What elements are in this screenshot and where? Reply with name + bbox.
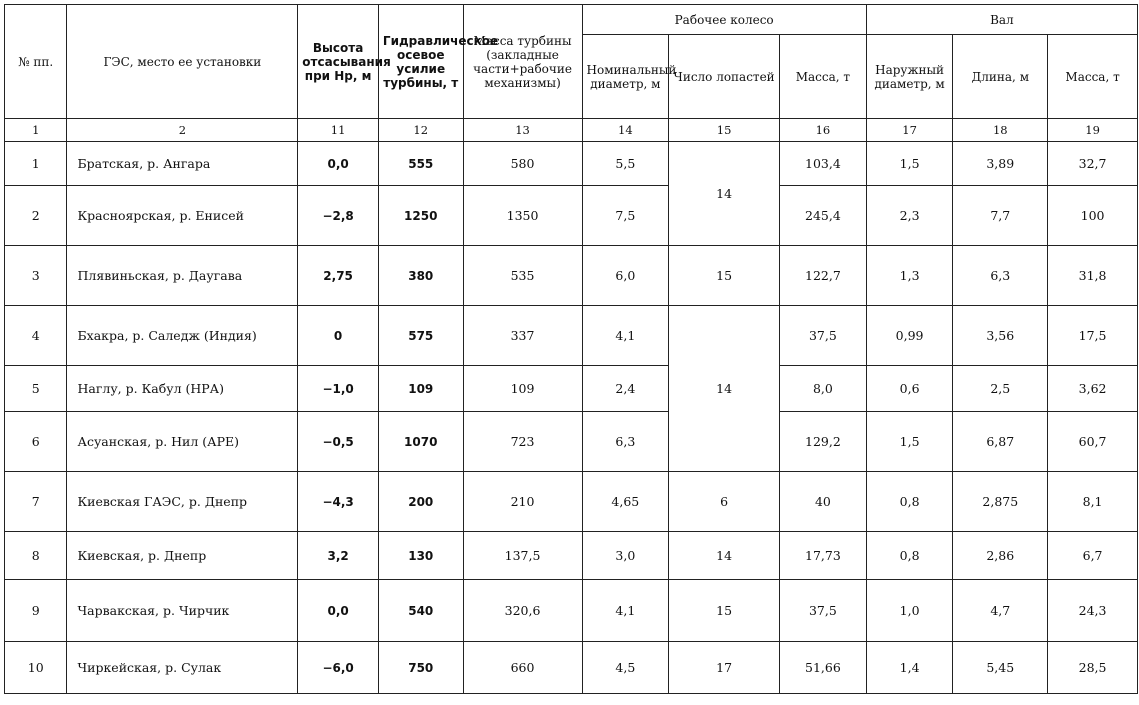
row-shaft-mass: 100 — [1048, 186, 1138, 246]
row-diameter: 3,0 — [582, 532, 669, 580]
row-blades: 14 — [669, 142, 780, 246]
row-wheel-mass: 103,4 — [780, 142, 867, 186]
colnum: 19 — [1048, 119, 1138, 142]
row-shaft-length: 3,89 — [953, 142, 1048, 186]
row-shaft-length: 7,7 — [953, 186, 1048, 246]
header-shaft-group: Вал — [866, 5, 1137, 35]
row-diameter: 2,4 — [582, 366, 669, 412]
row-force: 1070 — [378, 412, 463, 472]
row-shaft-mass: 17,5 — [1048, 306, 1138, 366]
row-force: 380 — [378, 246, 463, 306]
row-diameter: 4,1 — [582, 306, 669, 366]
header-shaft-length: Длина, м — [953, 35, 1048, 119]
row-num: 7 — [5, 472, 67, 532]
row-num: 10 — [5, 642, 67, 694]
row-shaft-diameter: 1,4 — [866, 642, 953, 694]
row-shaft-diameter: 0,99 — [866, 306, 953, 366]
row-num: 3 — [5, 246, 67, 306]
row-force: 575 — [378, 306, 463, 366]
row-num: 5 — [5, 366, 67, 412]
header-turbine-mass: Масса турбины (закладные части+рабочие механизмы) — [463, 5, 582, 119]
colnum: 2 — [67, 119, 298, 142]
row-diameter: 6,0 — [582, 246, 669, 306]
row-shaft-diameter: 0,8 — [866, 472, 953, 532]
row-num: 8 — [5, 532, 67, 580]
row-blades: 6 — [669, 472, 780, 532]
row-blades: 17 — [669, 642, 780, 694]
header-num: № пп. — [5, 5, 67, 119]
row-shaft-length: 2,5 — [953, 366, 1048, 412]
row-wheel-mass: 245,4 — [780, 186, 867, 246]
row-wheel-mass: 17,73 — [780, 532, 867, 580]
row-shaft-diameter: 1,5 — [866, 142, 953, 186]
row-force: 750 — [378, 642, 463, 694]
row-h: −4,3 — [298, 472, 379, 532]
row-shaft-diameter: 0,8 — [866, 532, 953, 580]
row-wheel-mass: 37,5 — [780, 580, 867, 642]
row-mass: 320,6 — [463, 580, 582, 642]
row-mass: 580 — [463, 142, 582, 186]
row-diameter: 4,65 — [582, 472, 669, 532]
row-shaft-diameter: 2,3 — [866, 186, 953, 246]
table-row — [5, 306, 1138, 366]
row-num: 4 — [5, 306, 67, 366]
colnum: 14 — [582, 119, 669, 142]
table-row — [5, 472, 1138, 532]
row-force: 1250 — [378, 186, 463, 246]
row-diameter: 4,1 — [582, 580, 669, 642]
row-name: Чиркейская, р. Сулак — [67, 642, 298, 694]
row-name: Чарвакская, р. Чирчик — [67, 580, 298, 642]
row-h: −1,0 — [298, 366, 379, 412]
row-mass: 337 — [463, 306, 582, 366]
row-mass: 210 — [463, 472, 582, 532]
row-name: Асуанская, р. Нил (АРЕ) — [67, 412, 298, 472]
table-row — [5, 186, 1138, 246]
colnum: 17 — [866, 119, 953, 142]
row-shaft-mass: 6,7 — [1048, 532, 1138, 580]
row-num: 6 — [5, 412, 67, 472]
table-row — [5, 412, 1138, 472]
colnum: 18 — [953, 119, 1048, 142]
row-shaft-mass: 24,3 — [1048, 580, 1138, 642]
row-mass: 109 — [463, 366, 582, 412]
row-wheel-mass: 40 — [780, 472, 867, 532]
row-shaft-mass: 8,1 — [1048, 472, 1138, 532]
row-shaft-length: 4,7 — [953, 580, 1048, 642]
row-mass: 1350 — [463, 186, 582, 246]
row-shaft-length: 3,56 — [953, 306, 1048, 366]
header-wheel-blades: Число лопастей — [669, 35, 780, 119]
row-shaft-length: 5,45 — [953, 642, 1048, 694]
row-shaft-length: 2,86 — [953, 532, 1048, 580]
row-h: 0,0 — [298, 580, 379, 642]
header-name: ГЭС, место ее установки — [67, 5, 298, 119]
row-num: 2 — [5, 186, 67, 246]
table-row — [5, 366, 1138, 412]
colnum: 1 — [5, 119, 67, 142]
row-name: Киевская ГАЭС, р. Днепр — [67, 472, 298, 532]
row-wheel-mass: 8,0 — [780, 366, 867, 412]
row-shaft-mass: 28,5 — [1048, 642, 1138, 694]
row-mass: 723 — [463, 412, 582, 472]
row-shaft-mass: 32,7 — [1048, 142, 1138, 186]
row-h: 0 — [298, 306, 379, 366]
table-row — [5, 580, 1138, 642]
table-row — [5, 642, 1138, 694]
colnum: 13 — [463, 119, 582, 142]
row-h: −0,5 — [298, 412, 379, 472]
row-name: Красноярская, р. Енисей — [67, 186, 298, 246]
row-name: Бхакра, р. Саледж (Индия) — [67, 306, 298, 366]
row-shaft-length: 6,3 — [953, 246, 1048, 306]
colnum: 12 — [378, 119, 463, 142]
row-h: 2,75 — [298, 246, 379, 306]
row-blades: 15 — [669, 580, 780, 642]
colnum: 16 — [780, 119, 867, 142]
row-h: −6,0 — [298, 642, 379, 694]
row-force: 540 — [378, 580, 463, 642]
header-wheel-diameter: Номинальный диаметр, м — [582, 35, 669, 119]
header-h-suction: Высота отсасывания при Hр, м — [298, 5, 379, 119]
row-shaft-length: 2,875 — [953, 472, 1048, 532]
row-diameter: 4,5 — [582, 642, 669, 694]
row-mass: 535 — [463, 246, 582, 306]
header-shaft-diameter: Наружный диаметр, м — [866, 35, 953, 119]
row-force: 130 — [378, 532, 463, 580]
row-force: 200 — [378, 472, 463, 532]
row-wheel-mass: 51,66 — [780, 642, 867, 694]
row-h: 0,0 — [298, 142, 379, 186]
header-shaft-mass: Масса, т — [1048, 35, 1138, 119]
row-shaft-diameter: 0,6 — [866, 366, 953, 412]
row-blades: 15 — [669, 246, 780, 306]
row-name: Наглу, р. Кабул (НРА) — [67, 366, 298, 412]
row-num: 1 — [5, 142, 67, 186]
row-h: −2,8 — [298, 186, 379, 246]
row-name: Братская, р. Ангара — [67, 142, 298, 186]
colnum: 11 — [298, 119, 379, 142]
row-force: 109 — [378, 366, 463, 412]
row-shaft-mass: 60,7 — [1048, 412, 1138, 472]
row-name: Плявиньская, р. Даугава — [67, 246, 298, 306]
turbine-data-table — [4, 4, 1138, 694]
row-blades: 14 — [669, 532, 780, 580]
row-diameter: 6,3 — [582, 412, 669, 472]
row-mass: 660 — [463, 642, 582, 694]
row-shaft-diameter: 1,5 — [866, 412, 953, 472]
table-row — [5, 246, 1138, 306]
row-shaft-diameter: 1,3 — [866, 246, 953, 306]
row-shaft-mass: 3,62 — [1048, 366, 1138, 412]
header-wheel-group: Рабочее колесо — [582, 5, 866, 35]
row-wheel-mass: 37,5 — [780, 306, 867, 366]
colnum: 15 — [669, 119, 780, 142]
row-diameter: 5,5 — [582, 142, 669, 186]
header-wheel-mass: Масса, т — [780, 35, 867, 119]
row-h: 3,2 — [298, 532, 379, 580]
row-num: 9 — [5, 580, 67, 642]
row-mass: 137,5 — [463, 532, 582, 580]
row-shaft-length: 6,87 — [953, 412, 1048, 472]
table-row — [5, 142, 1138, 186]
table-row — [5, 532, 1138, 580]
header-axial-force: Гидравлическое осевое усилие турбины, т — [378, 5, 463, 119]
row-name: Киевская, р. Днепр — [67, 532, 298, 580]
row-blades: 14 — [669, 306, 780, 472]
row-wheel-mass: 122,7 — [780, 246, 867, 306]
row-force: 555 — [378, 142, 463, 186]
row-diameter: 7,5 — [582, 186, 669, 246]
row-wheel-mass: 129,2 — [780, 412, 867, 472]
row-shaft-diameter: 1,0 — [866, 580, 953, 642]
row-shaft-mass: 31,8 — [1048, 246, 1138, 306]
